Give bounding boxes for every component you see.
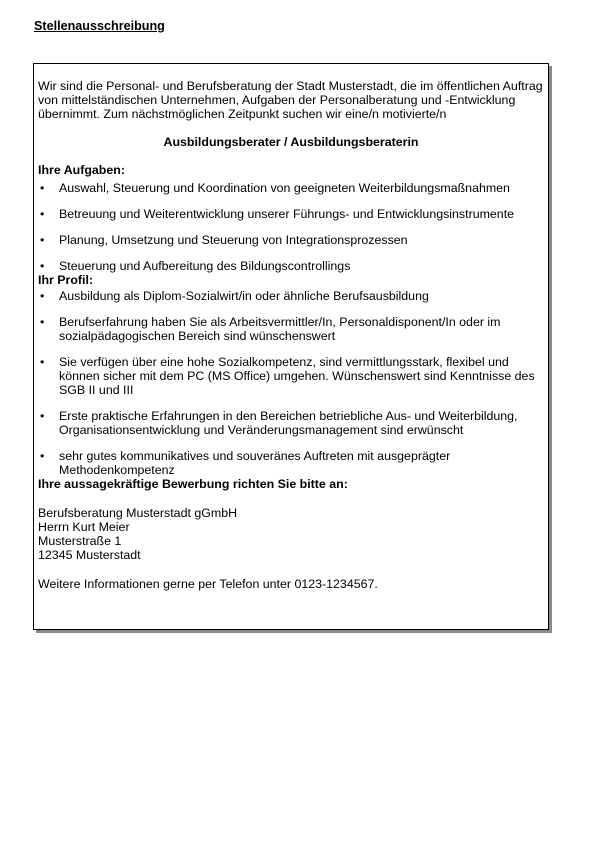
list-item: • sehr gutes kommunikatives und souveränes Auftreten mit ausgeprägter Methodenkompetenz [38, 449, 544, 477]
job-title: Ausbildungsberater / Ausbildungsberaterin [163, 135, 419, 149]
list-item: • Sie verfügen über eine hohe Sozialkompetenz, sind vermittlungsstark, flexibel und können sicher mit dem PC (MS Office) umgehen. Wünschenswert sind Kenntnisse des SGB II und III [38, 355, 544, 397]
tasks-heading: Ihre Aufgaben: [38, 163, 125, 177]
list-item: • Ausbildung als Diplom-Sozialwirt/in oder ähnliche Berufsausbildung [38, 289, 544, 303]
application-heading: Ihre aussagekräftige Bewerbung richten Sie bitte an: [38, 477, 348, 491]
list-item: • Planung, Umsetzung und Steuerung von Integrationsprozessen [38, 233, 544, 247]
profile-list [38, 289, 544, 477]
address-line: 12345 Musterstadt [38, 548, 141, 562]
tasks-list [38, 181, 544, 273]
list-item: • Betreuung und Weiterentwicklung unserer Führungs- und Entwicklungsinstrumente [38, 207, 544, 221]
contact-address [38, 506, 544, 562]
page-title: Stellenausschreibung [34, 19, 165, 33]
contact-info: Weitere Informationen gerne per Telefon unter 0123-1234567. [38, 577, 378, 591]
address-line: Musterstraße 1 [38, 534, 122, 548]
profile-heading: Ihr Profil: [38, 273, 94, 287]
address-line: Berufsberatung Musterstadt gGmbH [38, 506, 238, 520]
list-item: • Steuerung und Aufbereitung des Bildungscontrollings [38, 259, 544, 273]
list-item: • Erste praktische Erfahrungen in den Bereichen betriebliche Aus- und Weiterbildung, Organisationsentwicklung und Veränderungsmanagement sind erwünscht [38, 409, 544, 437]
address-line: Herrn Kurt Meier [38, 520, 130, 534]
list-item: • Berufserfahrung haben Sie als Arbeitsvermittler/In, Personaldisponent/In oder im sozialpädagogischen Bereich sind wünschenswert [38, 315, 544, 343]
intro-text: Wir sind die Personal- und Berufsberatung der Stadt Musterstadt, die im öffentlichen Auftrag von mittelständischen Unternehmen, Aufgaben der Personalberatung und -Entwicklung übernimmt. Zum nächstmöglichen Zeitpunkt suchen wir eine/n motivierte/n [38, 79, 543, 121]
list-item: • Auswahl, Steuerung und Koordination von geeigneten Weiterbildungsmaßnahmen [38, 181, 544, 195]
job-posting-box [33, 63, 549, 630]
